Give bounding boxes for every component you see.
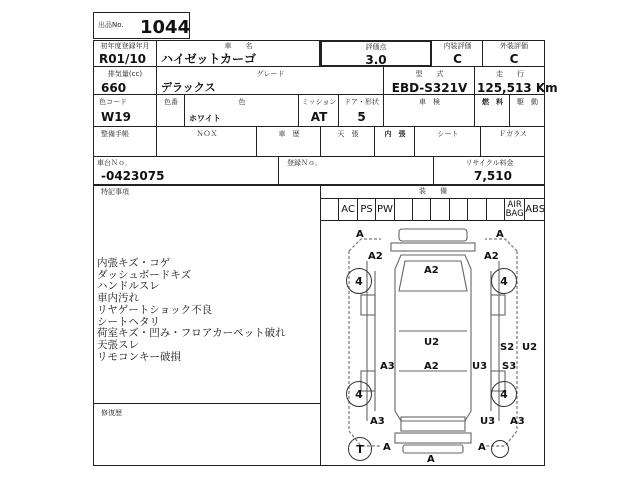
interior-score-label: 内装評価 <box>443 42 472 50</box>
equipment-label: 装 備 <box>419 187 447 195</box>
damage-top-left: A <box>356 229 364 240</box>
fuel-label: 燃 料 <box>482 98 503 106</box>
note-item: 天張スレ <box>97 338 139 351</box>
score-value: 3.0 <box>365 53 387 67</box>
interior-score-value: C <box>453 52 462 66</box>
color-code-value: W19 <box>101 110 131 124</box>
note-item: リモコンキー破損 <box>97 350 181 363</box>
history-label: 車 歴 <box>278 130 300 138</box>
drive-label: 駆 動 <box>517 98 538 106</box>
damage-hood: A2 <box>424 265 439 276</box>
note-item: リヤゲートショック不良 <box>97 303 213 316</box>
car-name-value: ハイゼットカーゴ <box>161 52 257 66</box>
damage-side-right: U3 <box>472 361 488 372</box>
damage-rear-left: A3 <box>370 416 385 427</box>
first-reg-value: R01/10 <box>99 52 147 66</box>
mileage-label: 走 行 <box>496 70 524 78</box>
damage-side-right-2: S3 <box>502 361 517 372</box>
first-reg-label: 初年度登録年月 <box>100 42 150 50</box>
row2 <box>93 67 558 95</box>
sheet-number-label: 出品No. <box>98 21 124 29</box>
grade-label: グレード <box>256 70 285 78</box>
mission-label: ミッション <box>301 98 337 106</box>
equip-airbag: AIR BAG <box>505 199 524 219</box>
equip-cell <box>321 199 339 220</box>
notes-list <box>97 258 286 363</box>
note-item: 車内汚れ <box>97 292 139 305</box>
row4 <box>93 127 545 157</box>
registration-label: 登録Ｎｏ． <box>287 159 322 167</box>
equip-cell <box>431 199 449 220</box>
equipment-row <box>321 199 545 221</box>
car-name-label: 車 名 <box>224 42 253 50</box>
damage-bottom-a3: A <box>427 454 435 465</box>
damage-rear-a3: A3 <box>510 416 525 427</box>
damage-rear-u3: U3 <box>480 416 496 427</box>
manual-label: 整備手帳 <box>101 130 129 138</box>
sheet-number-box <box>93 12 190 39</box>
interior-cloth-label: 内 張 <box>384 130 406 138</box>
damage-top-right: A <box>496 229 504 240</box>
seat-label: シート <box>437 130 459 138</box>
mission-value: AT <box>310 110 328 124</box>
doors-label: ドア・形状 <box>344 98 379 106</box>
row1 <box>93 40 545 67</box>
row3 <box>93 95 545 127</box>
tire-front-right: 4 <box>491 268 517 294</box>
score-label: 評価点 <box>365 43 387 51</box>
note-item: ハンドルスレ <box>97 280 160 293</box>
equip-ac: AC <box>339 199 357 220</box>
mileage-value: 125,513 Km <box>477 81 558 95</box>
grade-value: デラックス <box>161 81 216 94</box>
damage-right-s2: S2 <box>500 342 515 353</box>
tire-rear-left: 4 <box>346 381 372 407</box>
damage-side-left: A3 <box>380 361 395 372</box>
chassis-value: -0423075 <box>101 169 165 183</box>
doors-value: 5 <box>357 110 366 124</box>
displacement-value: 660 <box>101 81 127 95</box>
exterior-score-label: 外装評価 <box>500 42 528 50</box>
damage-bottom-a2: A <box>478 442 486 453</box>
equip-cell <box>468 199 486 220</box>
recycle-label: リサイクル料金 <box>465 159 514 167</box>
fglass-label: Ｆガラス <box>499 130 527 138</box>
note-item: 内張キズ・コゲ <box>97 257 171 269</box>
damage-roof-a2: A2 <box>424 361 439 372</box>
row5 <box>93 157 545 185</box>
tire-rear-right: 4 <box>491 381 517 407</box>
color-num-label: 色番 <box>164 98 178 106</box>
color-code-label: 色コード <box>99 98 127 106</box>
rear-circle <box>491 440 509 458</box>
repair-area <box>93 403 321 466</box>
equip-pw: PW <box>376 199 394 220</box>
color-label: 色 <box>238 98 246 106</box>
damage-front-right: A2 <box>484 251 499 262</box>
nox-label: ＮＯＸ <box>196 130 218 138</box>
note-item: ダッシュボードキズ <box>97 268 192 281</box>
equip-cell <box>450 199 468 220</box>
color-value: ホワイト <box>189 114 221 123</box>
damage-right-u2: U2 <box>522 342 538 353</box>
notes-label: 特記事項 <box>101 188 129 196</box>
recycle-value: 7,510 <box>474 169 512 183</box>
model-value: EBD-S321V <box>391 81 468 95</box>
displacement-label: 排気量(cc) <box>107 70 143 78</box>
equip-abs: ABS <box>525 204 546 215</box>
damage-bottom-a1: A <box>383 442 391 453</box>
note-item: 荷室キズ・凹み・フロアカーペット破れ <box>97 327 286 340</box>
inspection-label: 車 検 <box>419 98 440 106</box>
exterior-score-value: C <box>509 52 519 66</box>
damage-roof: U2 <box>424 337 440 348</box>
roof-label: 天 張 <box>337 130 359 138</box>
repair-label: 修復歴 <box>101 409 122 417</box>
equip-cell <box>413 199 431 220</box>
chassis-label: 車台Ｎｏ． <box>97 159 132 167</box>
damage-front-left: A2 <box>368 251 383 262</box>
equip-cell <box>395 199 413 220</box>
sheet-number: 1044 <box>140 17 191 38</box>
equip-ps: PS <box>358 199 376 220</box>
tire-front-left: 4 <box>346 268 372 294</box>
equipment-area <box>321 185 545 199</box>
equip-cell <box>487 199 505 220</box>
note-item: シートヘタリ <box>97 315 160 328</box>
model-label: 型 式 <box>415 70 444 78</box>
spare-tire: T <box>348 437 372 461</box>
